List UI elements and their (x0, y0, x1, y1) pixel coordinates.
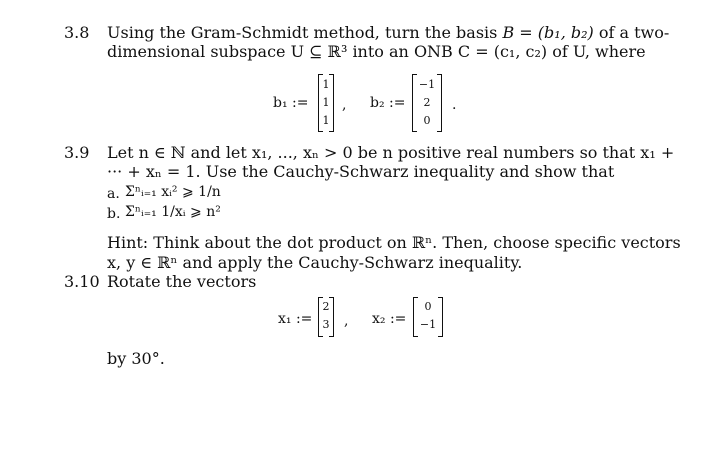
rotation-angle-text: by 30°. (107, 349, 165, 368)
x1-entry-1: 2 (322, 300, 330, 313)
b2-label: b₂ := (370, 95, 406, 111)
b1-vector (318, 74, 334, 132)
b2-vector (412, 74, 442, 132)
hint-line1: Hint: Think about the dot product on ℝⁿ. Then, choose specific vectors (107, 233, 681, 252)
x1-vector (318, 297, 334, 337)
item-a-expression: Σⁿᵢ₌₁ xᵢ² ⩾ 1/n (125, 184, 221, 200)
problem-3-8-text: Using the Gram-Schmidt method, turn the basis (107, 23, 498, 42)
x2-label: x₂ := (372, 311, 407, 327)
problem-3-8-line2: dimensional subspace U ⊆ ℝ³ into an ONB C = (c₁, c₂) of U, where (107, 42, 646, 61)
b2-entry-1: −1 (418, 78, 436, 91)
problem-3-8-text-end: of a two- (598, 23, 670, 42)
x2-vector (413, 297, 443, 337)
x2-entry-2: −1 (419, 318, 437, 331)
basis-b: B = (b₁, b₂) (502, 23, 594, 42)
problem-3-9-line1: Let n ∈ ℕ and let x₁, ..., xₙ > 0 be n positive real numbers so that x₁ + (107, 143, 675, 162)
x1-entry-2: 3 (322, 318, 330, 331)
b1-entry-1: 1 (322, 78, 330, 91)
comma: , (342, 97, 347, 113)
problem-3-8-line1 (107, 23, 669, 43)
problem-3-9-number: 3.9 (64, 143, 90, 162)
b2-entry-2: 2 (423, 96, 431, 109)
x1-label: x₁ := (278, 311, 313, 327)
item-a-label: a. (107, 186, 120, 202)
x2-entry-1: 0 (424, 300, 432, 313)
problem-3-10-line1: Rotate the vectors (107, 272, 257, 291)
item-b-label: b. (107, 206, 121, 222)
problem-3-9-line2: ··· + xₙ = 1. Use the Cauchy-Schwarz inequality and show that (107, 162, 615, 181)
b2-entry-3: 0 (423, 114, 431, 127)
problem-3-8-number: 3.8 (64, 23, 90, 42)
b1-label: b₁ := (273, 95, 309, 111)
b1-entry-3: 1 (322, 114, 330, 127)
comma: , (344, 313, 349, 329)
hint-line2: x, y ∈ ℝⁿ and apply the Cauchy-Schwarz inequality. (107, 253, 523, 272)
b1-entry-2: 1 (322, 96, 330, 109)
period: . (452, 97, 457, 113)
item-b-expression: Σⁿᵢ₌₁ 1/xᵢ ⩾ n² (125, 204, 221, 220)
problem-3-10-number: 3.10 (64, 272, 100, 291)
